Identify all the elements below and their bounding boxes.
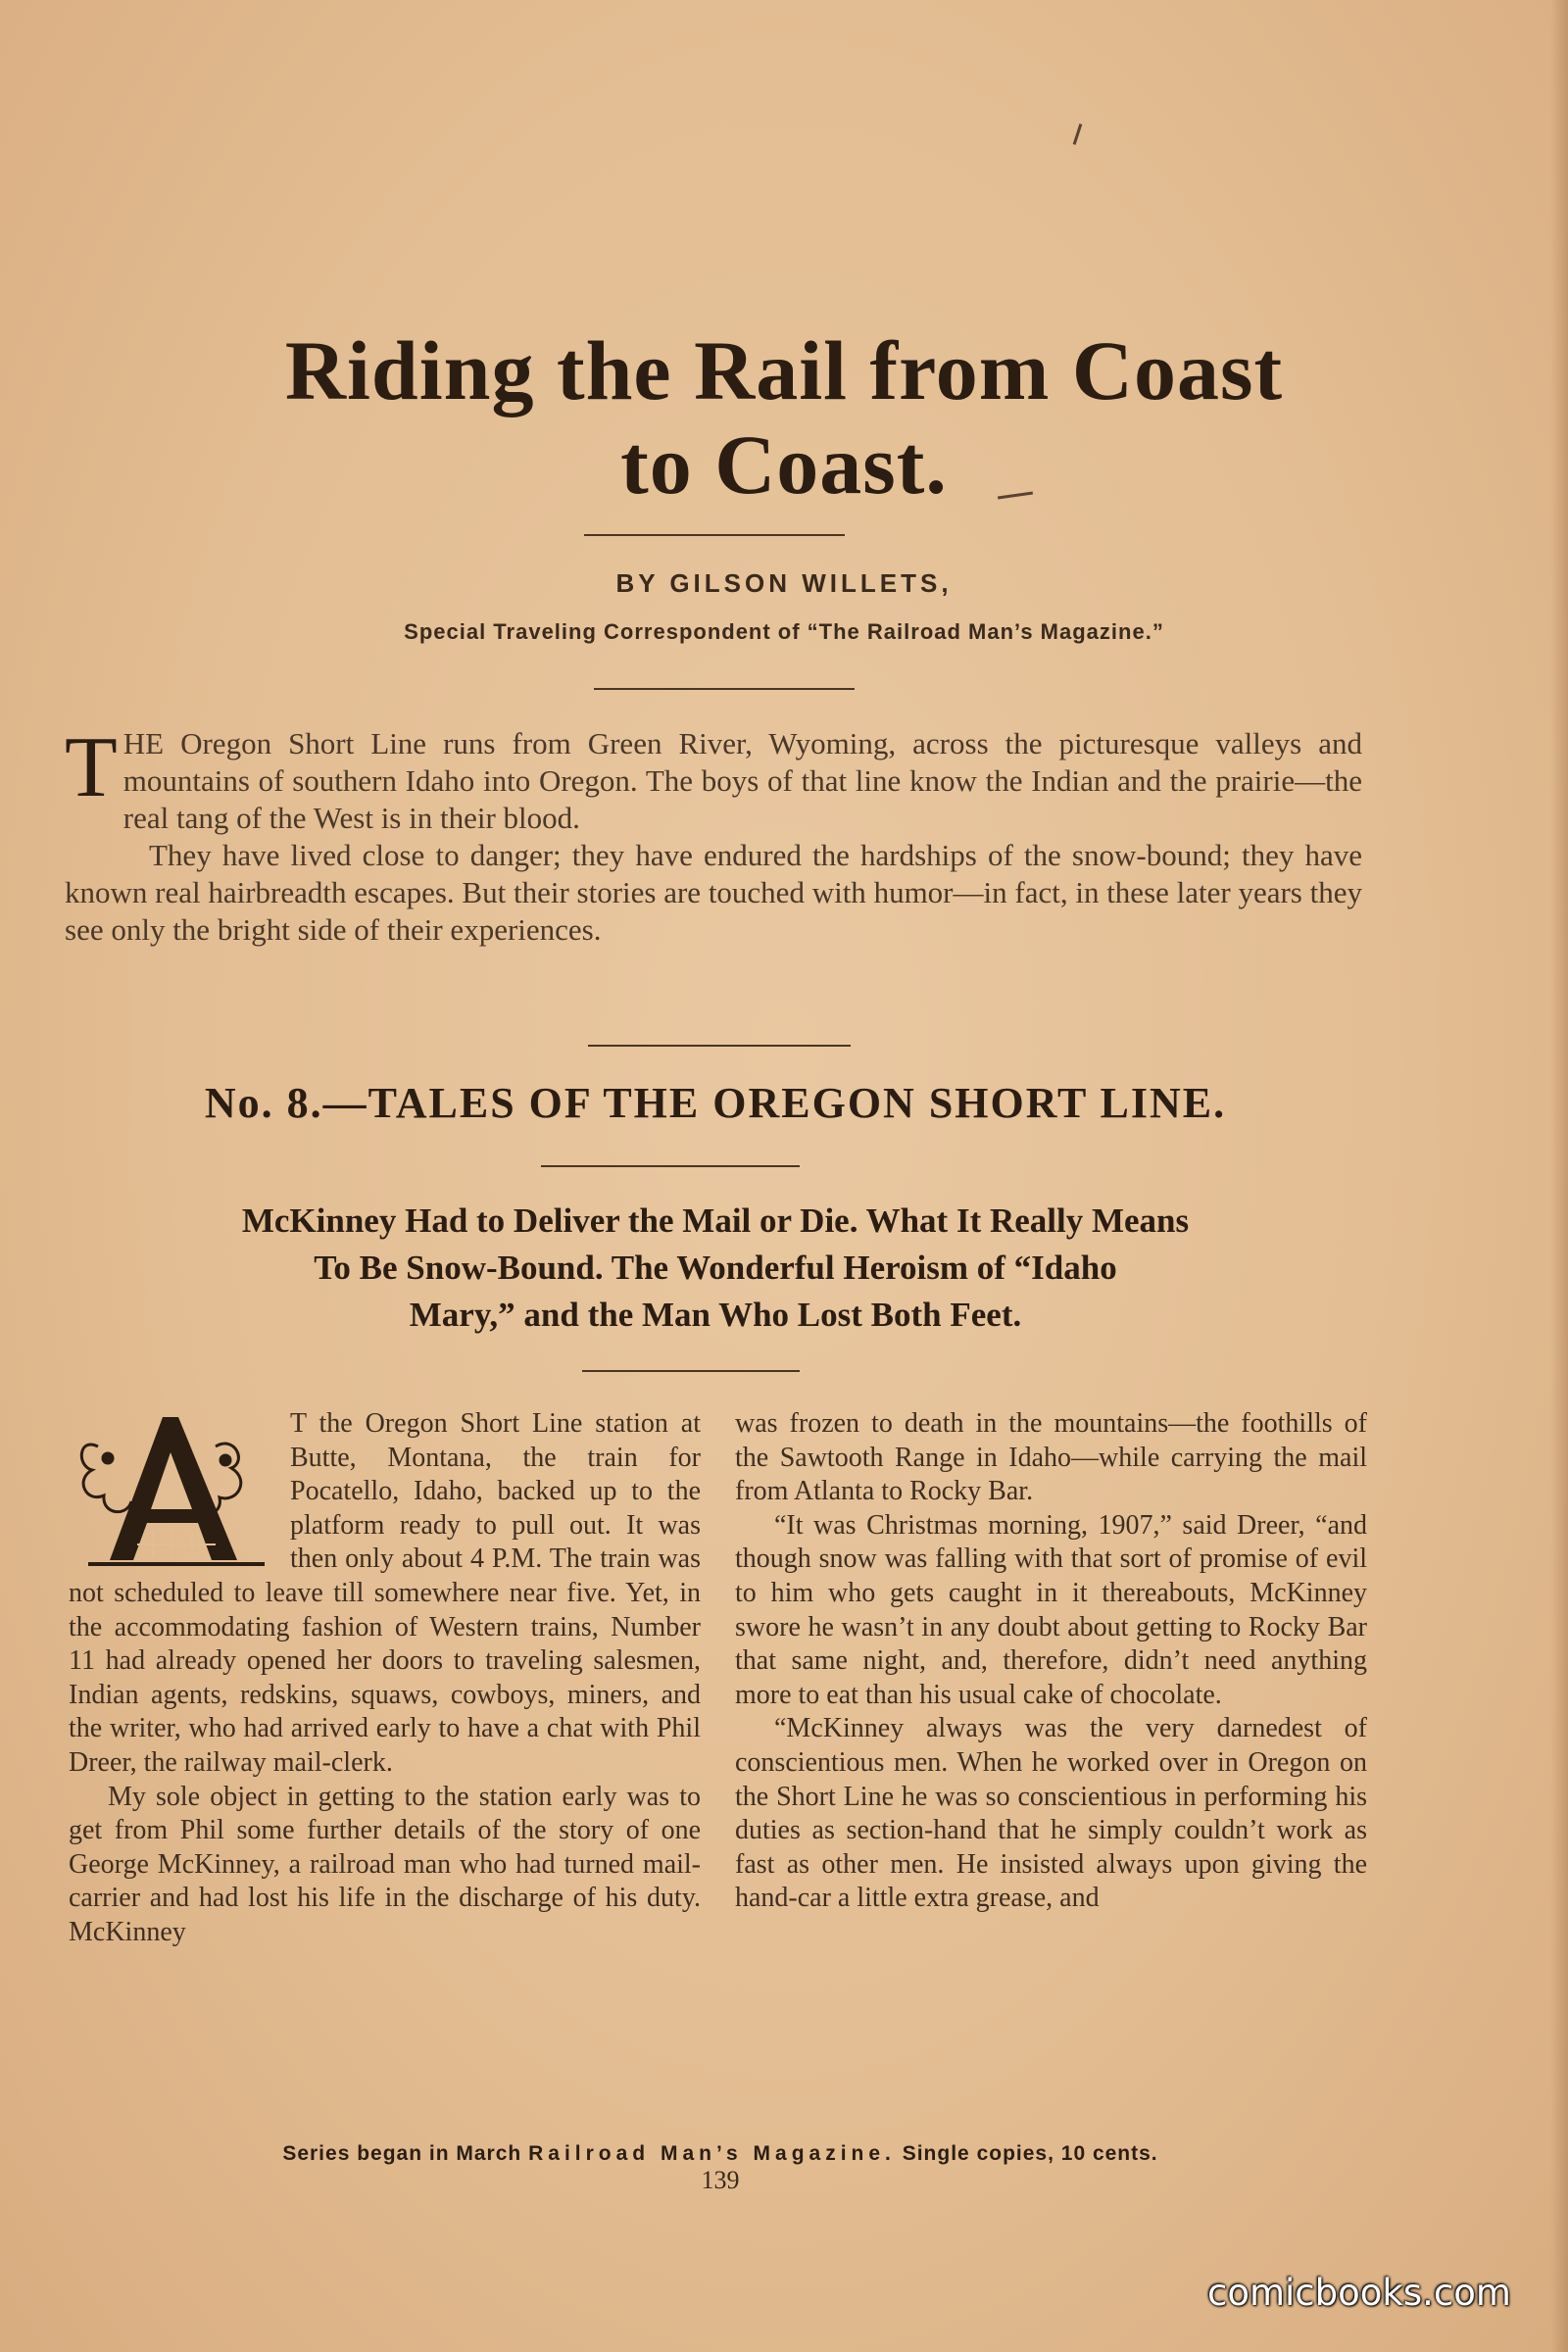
series-heading: No. 8.—TALES OF THE OREGON SHORT LINE. — [204, 1079, 1227, 1127]
author-credit: Special Traveling Correspondent of “The Railroad Man’s Magazine.” — [404, 619, 1164, 644]
body-column-right — [735, 1407, 1367, 1916]
intro-drop-cap: T — [65, 720, 118, 815]
deck-line-1: McKinney Had to Deliver the Mail or Die. What It Really Means — [241, 1201, 1190, 1240]
ornamental-initial — [69, 1407, 276, 1572]
divider-rule — [594, 688, 855, 690]
divider-rule — [541, 1165, 800, 1167]
body-column-left — [69, 1407, 701, 1950]
body-right-paragraph-1: was frozen to death in the mountains—the foothills of the Sawtooth Range in Idaho—while carrying the mail from Atlanta to Rocky Bar. — [735, 1408, 1367, 1507]
article-title-line-2: to Coast. — [620, 417, 948, 512]
footnote-part-2: Railroad Man’s Magazine. — [528, 2142, 896, 2165]
intro-paragraph-1: HE Oregon Short Line runs from Green River, Wyoming, across the picturesque valleys and mountains of southern Idaho into Oregon. The boys of that line know the Indian and the prairie—the real tang of the West is in their blood. — [122, 726, 1362, 835]
article-deck — [59, 1198, 1372, 1339]
page-number: 139 — [701, 2166, 740, 2194]
body-left-paragraph-1: T the Oregon Short Line station at Butte, Montana, the train for Pocatello, Idaho, backed up to the platform ready to pull out. It was then only about 4 P.M. The train was not scheduled to leave till somewhere near five. Yet, in the accommodating fashion of Western trains, Number 11 had already opened her doors to traveling salesmen, Indian agents, redskins, squaws, cowboys, miners, and the writer, who had arrived early to have a chat with Phil Dreer, the railway mail-clerk. — [69, 1408, 701, 1778]
body-right-paragraph-2: “It was Christmas morning, 1907,” said Dreer, “and though snow was falling with that sort of promise of evil to him who gets caught in it thereabouts, McKinney swore he wasn’t in any doubt about getting to Rocky Bar that same night, and, therefore, didn’t need anything more to eat than his usual cake of chocolate. — [735, 1509, 1367, 1710]
article-introduction — [65, 720, 1362, 949]
series-footnote — [0, 2142, 1441, 2166]
body-left-paragraph-2: My sole object in getting to the station early was to get from Phil some further details of the story of one George McKinney, a railroad man who had turned mail-carrier and had lost his life in the discharge of his duty. McKinney — [69, 1781, 701, 1947]
footnote-part-1: Series began in March — [282, 2142, 522, 2165]
deck-line-2: To Be Snow-Bound. The Wonderful Heroism of “Idaho — [314, 1249, 1117, 1287]
divider-rule — [582, 1370, 800, 1372]
divider-rule — [584, 534, 845, 536]
stray-mark — [1073, 123, 1083, 145]
body-right-paragraph-3: “McKinney always was the very darnedest of conscientious men. When he worked over in Oregon on the Short Line he was so conscientious in performing his duties as section-hand that he simply couldn’t work as fast as other men. He insisted always upon giving the hand-car a little extra grease, and — [735, 1713, 1367, 1914]
deck-line-3: Mary,” and the Man Who Lost Both Feet. — [409, 1296, 1022, 1334]
footnote-part-3: Single copies, 10 cents. — [902, 2142, 1158, 2165]
intro-paragraph-2: They have lived close to danger; they have endured the hardships of the snow-bound; they have known real hairbreadth escapes. But their stories are touched with humor—in fact, in these later years they see only the bright side of their experiences. — [65, 838, 1362, 947]
author-byline: BY GILSON WILLETS, — [615, 568, 953, 598]
watermark: comicbooks.com — [1207, 2272, 1511, 2314]
article-title-line-1: Riding the Rail from Coast — [284, 323, 1284, 417]
divider-rule — [588, 1045, 851, 1047]
